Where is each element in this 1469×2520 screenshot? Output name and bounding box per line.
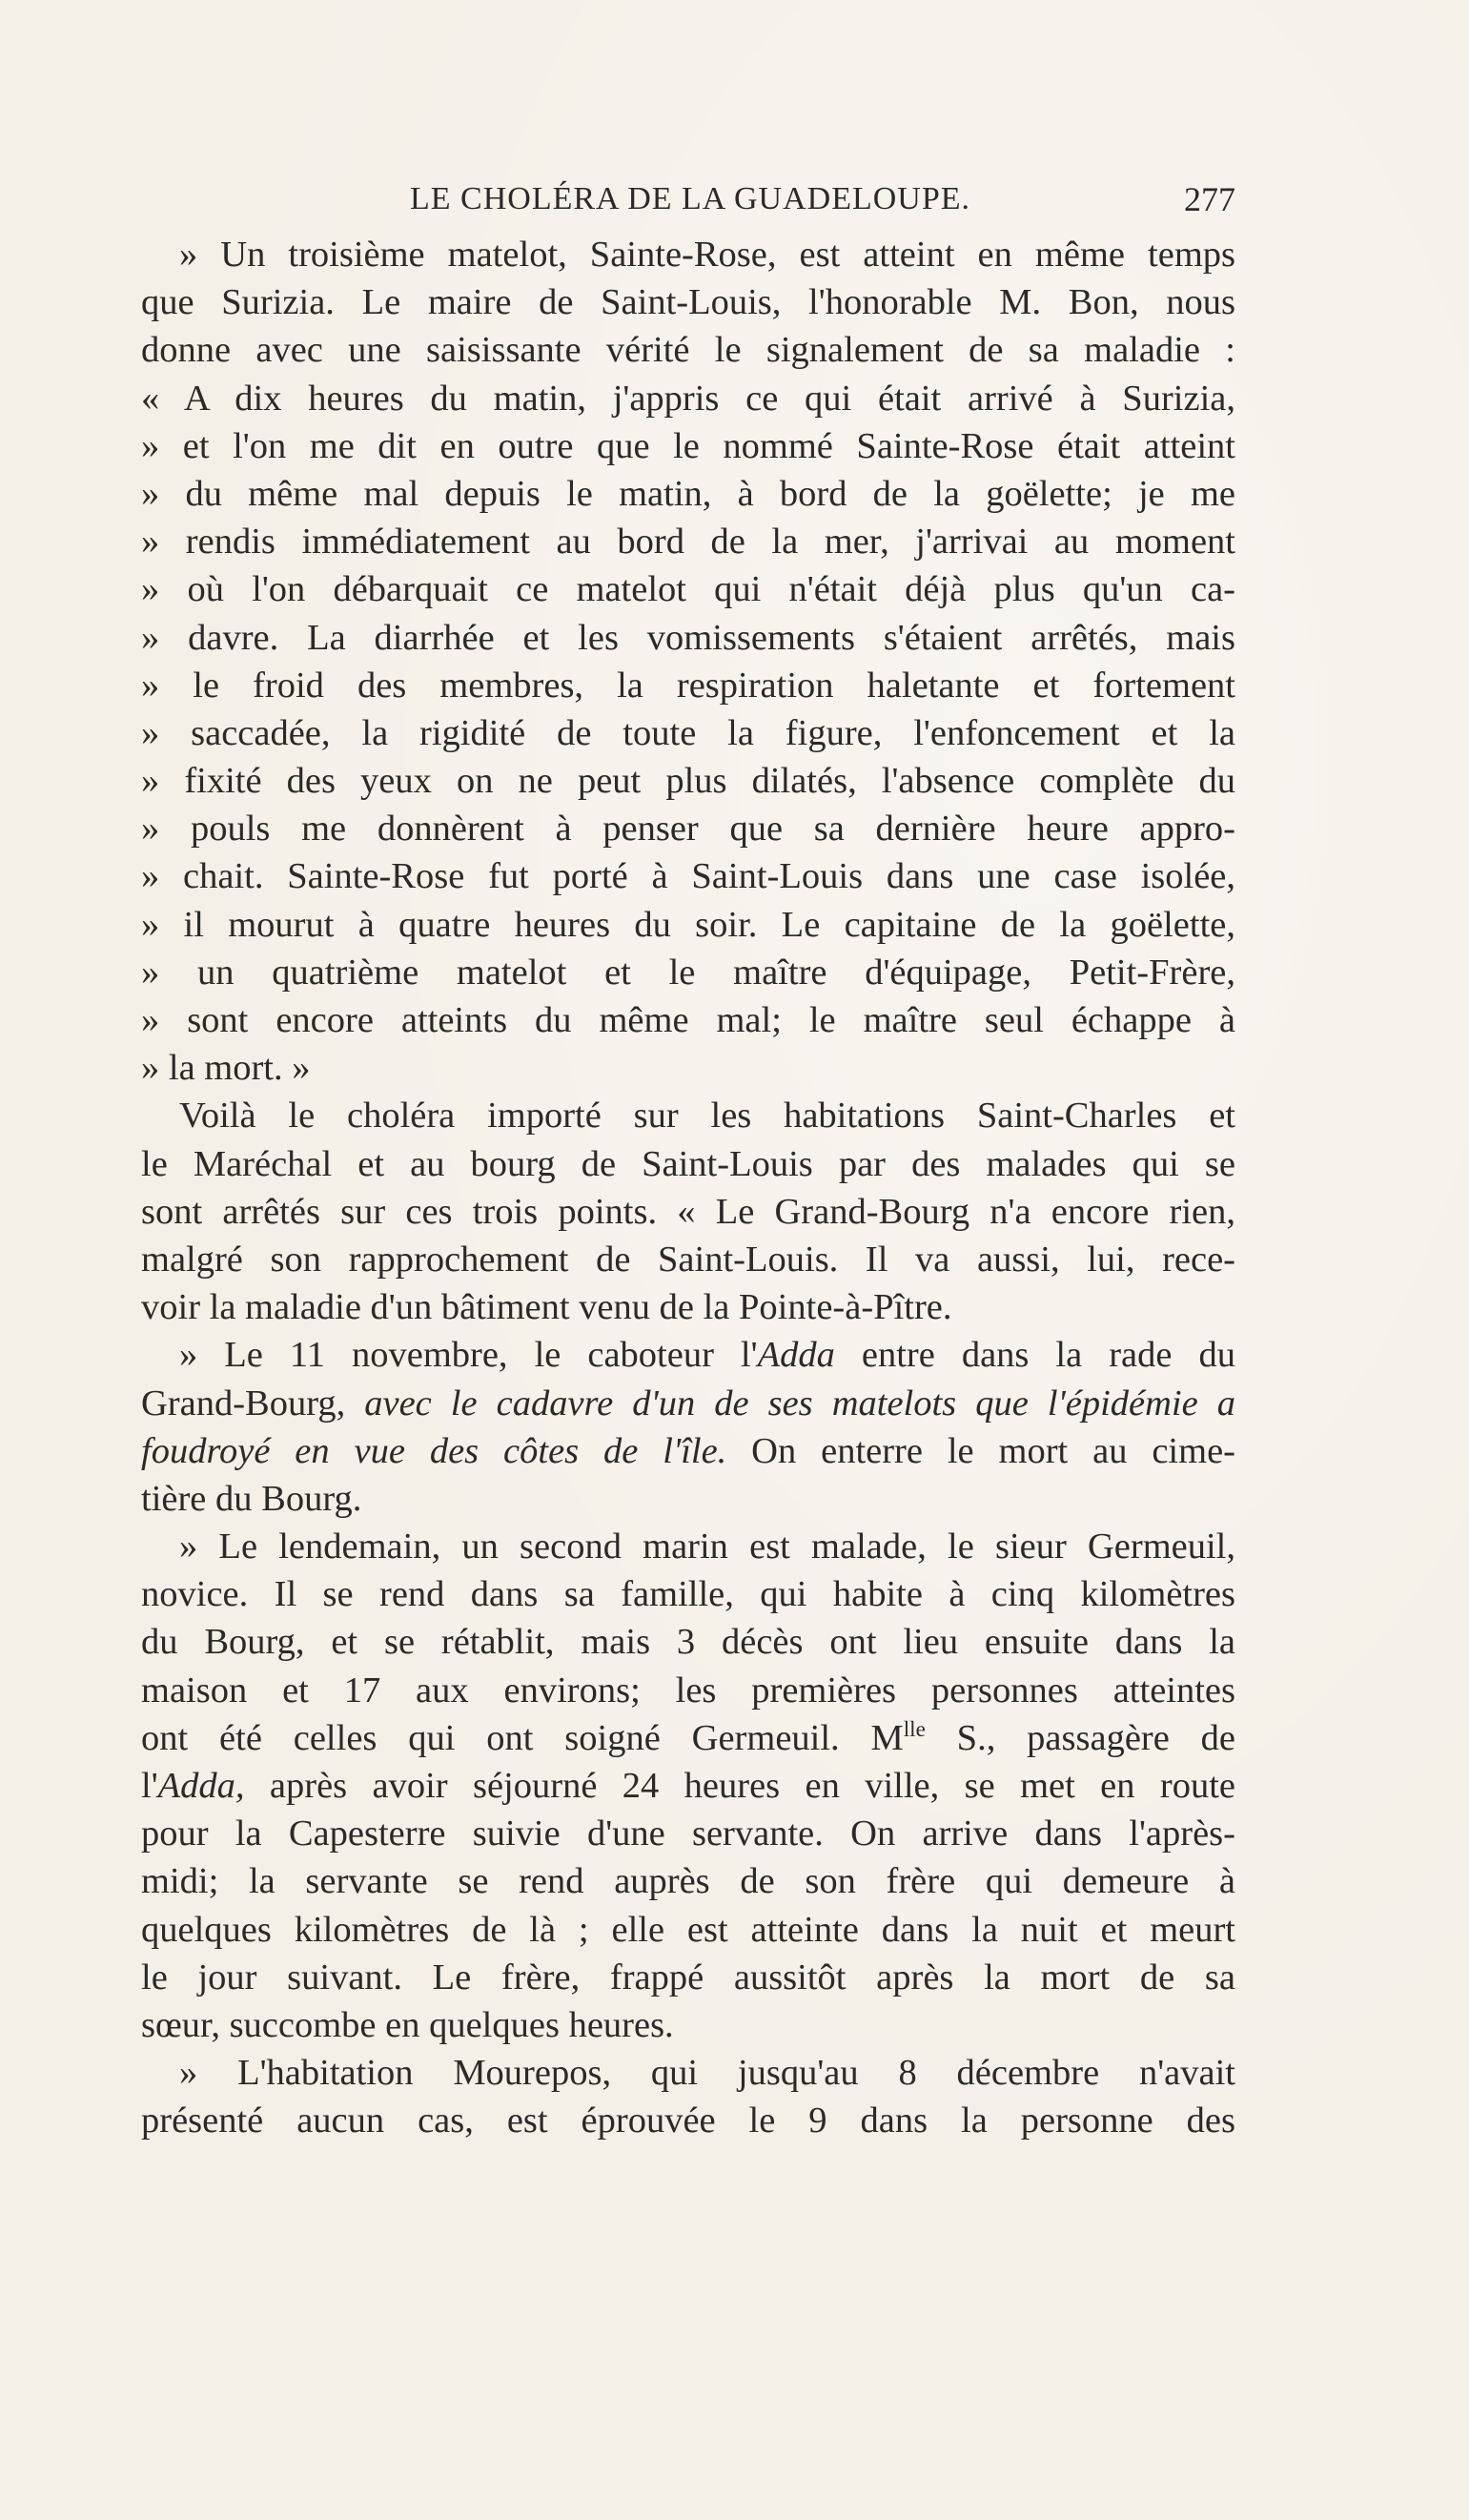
text-line: quelques kilomètres de là ; elle est atteinte dans la nuit et meurt — [141, 1909, 1235, 1950]
text-line: le Maréchal et au bourg de Saint-Louis par des malades qui se — [141, 1143, 1235, 1184]
text-line: » saccadée, la rigidité de toute la figure, l'enfoncement et la — [141, 712, 1235, 753]
text-line: maison et 17 aux environs; les premières personnes atteintes — [141, 1670, 1235, 1711]
page-number: 277 — [1184, 180, 1235, 218]
text-line: « A dix heures du matin, j'appris ce qui était arrivé à Surizia, — [141, 378, 1235, 419]
text-line: » Un troisième matelot, Sainte-Rose, est atteint en même temps — [179, 235, 1235, 275]
superscript: lle — [903, 1715, 926, 1741]
text-line — [141, 1380, 1235, 1427]
text-line: le jour suivant. Le frère, frappé aussitôt après la mort de sa — [141, 1957, 1235, 1998]
text-line: » et l'on me dit en outre que le nommé Sainte-Rose était atteint — [141, 425, 1235, 466]
text-line: » le froid des membres, la respiration haletante et fortement — [141, 665, 1235, 706]
text-line: donne avec une saisissante vérité le signalement de sa maladie : — [141, 330, 1235, 371]
ship-name: Adda, — [157, 1766, 245, 1806]
text-line: » un quatrième matelot et le maître d'équipage, Petit-Frère, — [141, 952, 1235, 993]
text-line: pour la Capesterre suivie d'une servante. On arrive dans l'après- — [141, 1813, 1235, 1854]
text-line: » sont encore atteints du même mal; le maître seul échappe à — [141, 1000, 1235, 1040]
text-run: Grand-Bourg, — [141, 1383, 365, 1424]
running-header — [143, 177, 1235, 225]
text-line: » davre. La diarrhée et les vomissements s'étaient arrêtés, mais — [141, 617, 1235, 658]
text-line: » la mort. » — [141, 1048, 311, 1089]
text-line — [141, 1427, 1235, 1475]
text-line: voir la maladie d'un bâtiment venu de la Pointe-à-Pître. — [141, 1287, 952, 1328]
text-line — [141, 1714, 1235, 1762]
text-line: que Surizia. Le maire de Saint-Louis, l'honorable M. Bon, nous — [141, 282, 1235, 323]
italic-text: avec le cadavre d'un de ses matelots que l'épidémie a — [364, 1383, 1235, 1424]
text-line: » rendis immédiatement au bord de la mer, j'arrivai au moment — [141, 522, 1235, 563]
text-line: » où l'on débarquait ce matelot qui n'était déjà plus qu'un ca- — [141, 569, 1235, 610]
text-line — [141, 1762, 1235, 1810]
text-line: » fixité des yeux on ne peut plus dilatés, l'absence complète du — [141, 761, 1235, 802]
text-run: après avoir séjourné 24 heures en ville, se met en route — [244, 1766, 1235, 1806]
text-line: sœur, succombe en quelques heures. — [141, 2004, 674, 2045]
body-text — [141, 231, 1235, 2145]
text-run: » Le 11 novembre, le caboteur l' — [179, 1335, 758, 1376]
text-run: l' — [141, 1766, 158, 1806]
text-line: novice. Il se rend dans sa famille, qui habite à cinq kilomètres — [141, 1574, 1235, 1615]
text-line: » il mourut à quatre heures du soir. Le capitaine de la goëlette, — [141, 904, 1235, 945]
text-line: » L'habitation Mourepos, qui jusqu'au 8 décembre n'avait — [179, 2053, 1235, 2094]
text-run: entre dans la rade du — [834, 1335, 1236, 1376]
italic-text: foudroyé en vue des côtes de l'île. — [141, 1430, 727, 1471]
text-line: présenté aucun cas, est éprouvée le 9 dans la personne des — [141, 2100, 1235, 2141]
text-line: du Bourg, et se rétablit, mais 3 décès ont lieu ensuite dans la — [141, 1622, 1235, 1663]
text-line: tière du Bourg. — [141, 1478, 362, 1519]
text-line: » Le lendemain, un second marin est malade, le sieur Germeuil, — [179, 1526, 1235, 1567]
text-line: Voilà le choléra importé sur les habitations Saint-Charles et — [179, 1096, 1235, 1137]
text-line: » pouls me donnèrent à penser que sa dernière heure appro- — [141, 809, 1235, 850]
ship-name: Adda — [757, 1335, 835, 1376]
text-run: On enterre le mort au cime- — [726, 1430, 1235, 1471]
text-line: malgré son rapprochement de Saint-Louis. Il va aussi, lui, rece- — [141, 1239, 1235, 1280]
text-line — [141, 1331, 1235, 1379]
text-line: midi; la servante se rend auprès de son frère qui demeure à — [141, 1861, 1235, 1902]
text-run: ont été celles qui ont soigné Germeuil. M — [141, 1717, 904, 1758]
text-line: sont arrêtés sur ces trois points. « Le Grand-Bourg n'a encore rien, — [141, 1191, 1235, 1232]
text-run: S., passagère de — [925, 1717, 1235, 1758]
text-line: » du même mal depuis le matin, à bord de la goëlette; je me — [141, 473, 1235, 514]
running-title: LE CHOLÉRA DE LA GUADELOUPE. — [410, 181, 971, 216]
text-line: » chait. Sainte-Rose fut porté à Saint-Louis dans une case isolée, — [141, 856, 1235, 897]
